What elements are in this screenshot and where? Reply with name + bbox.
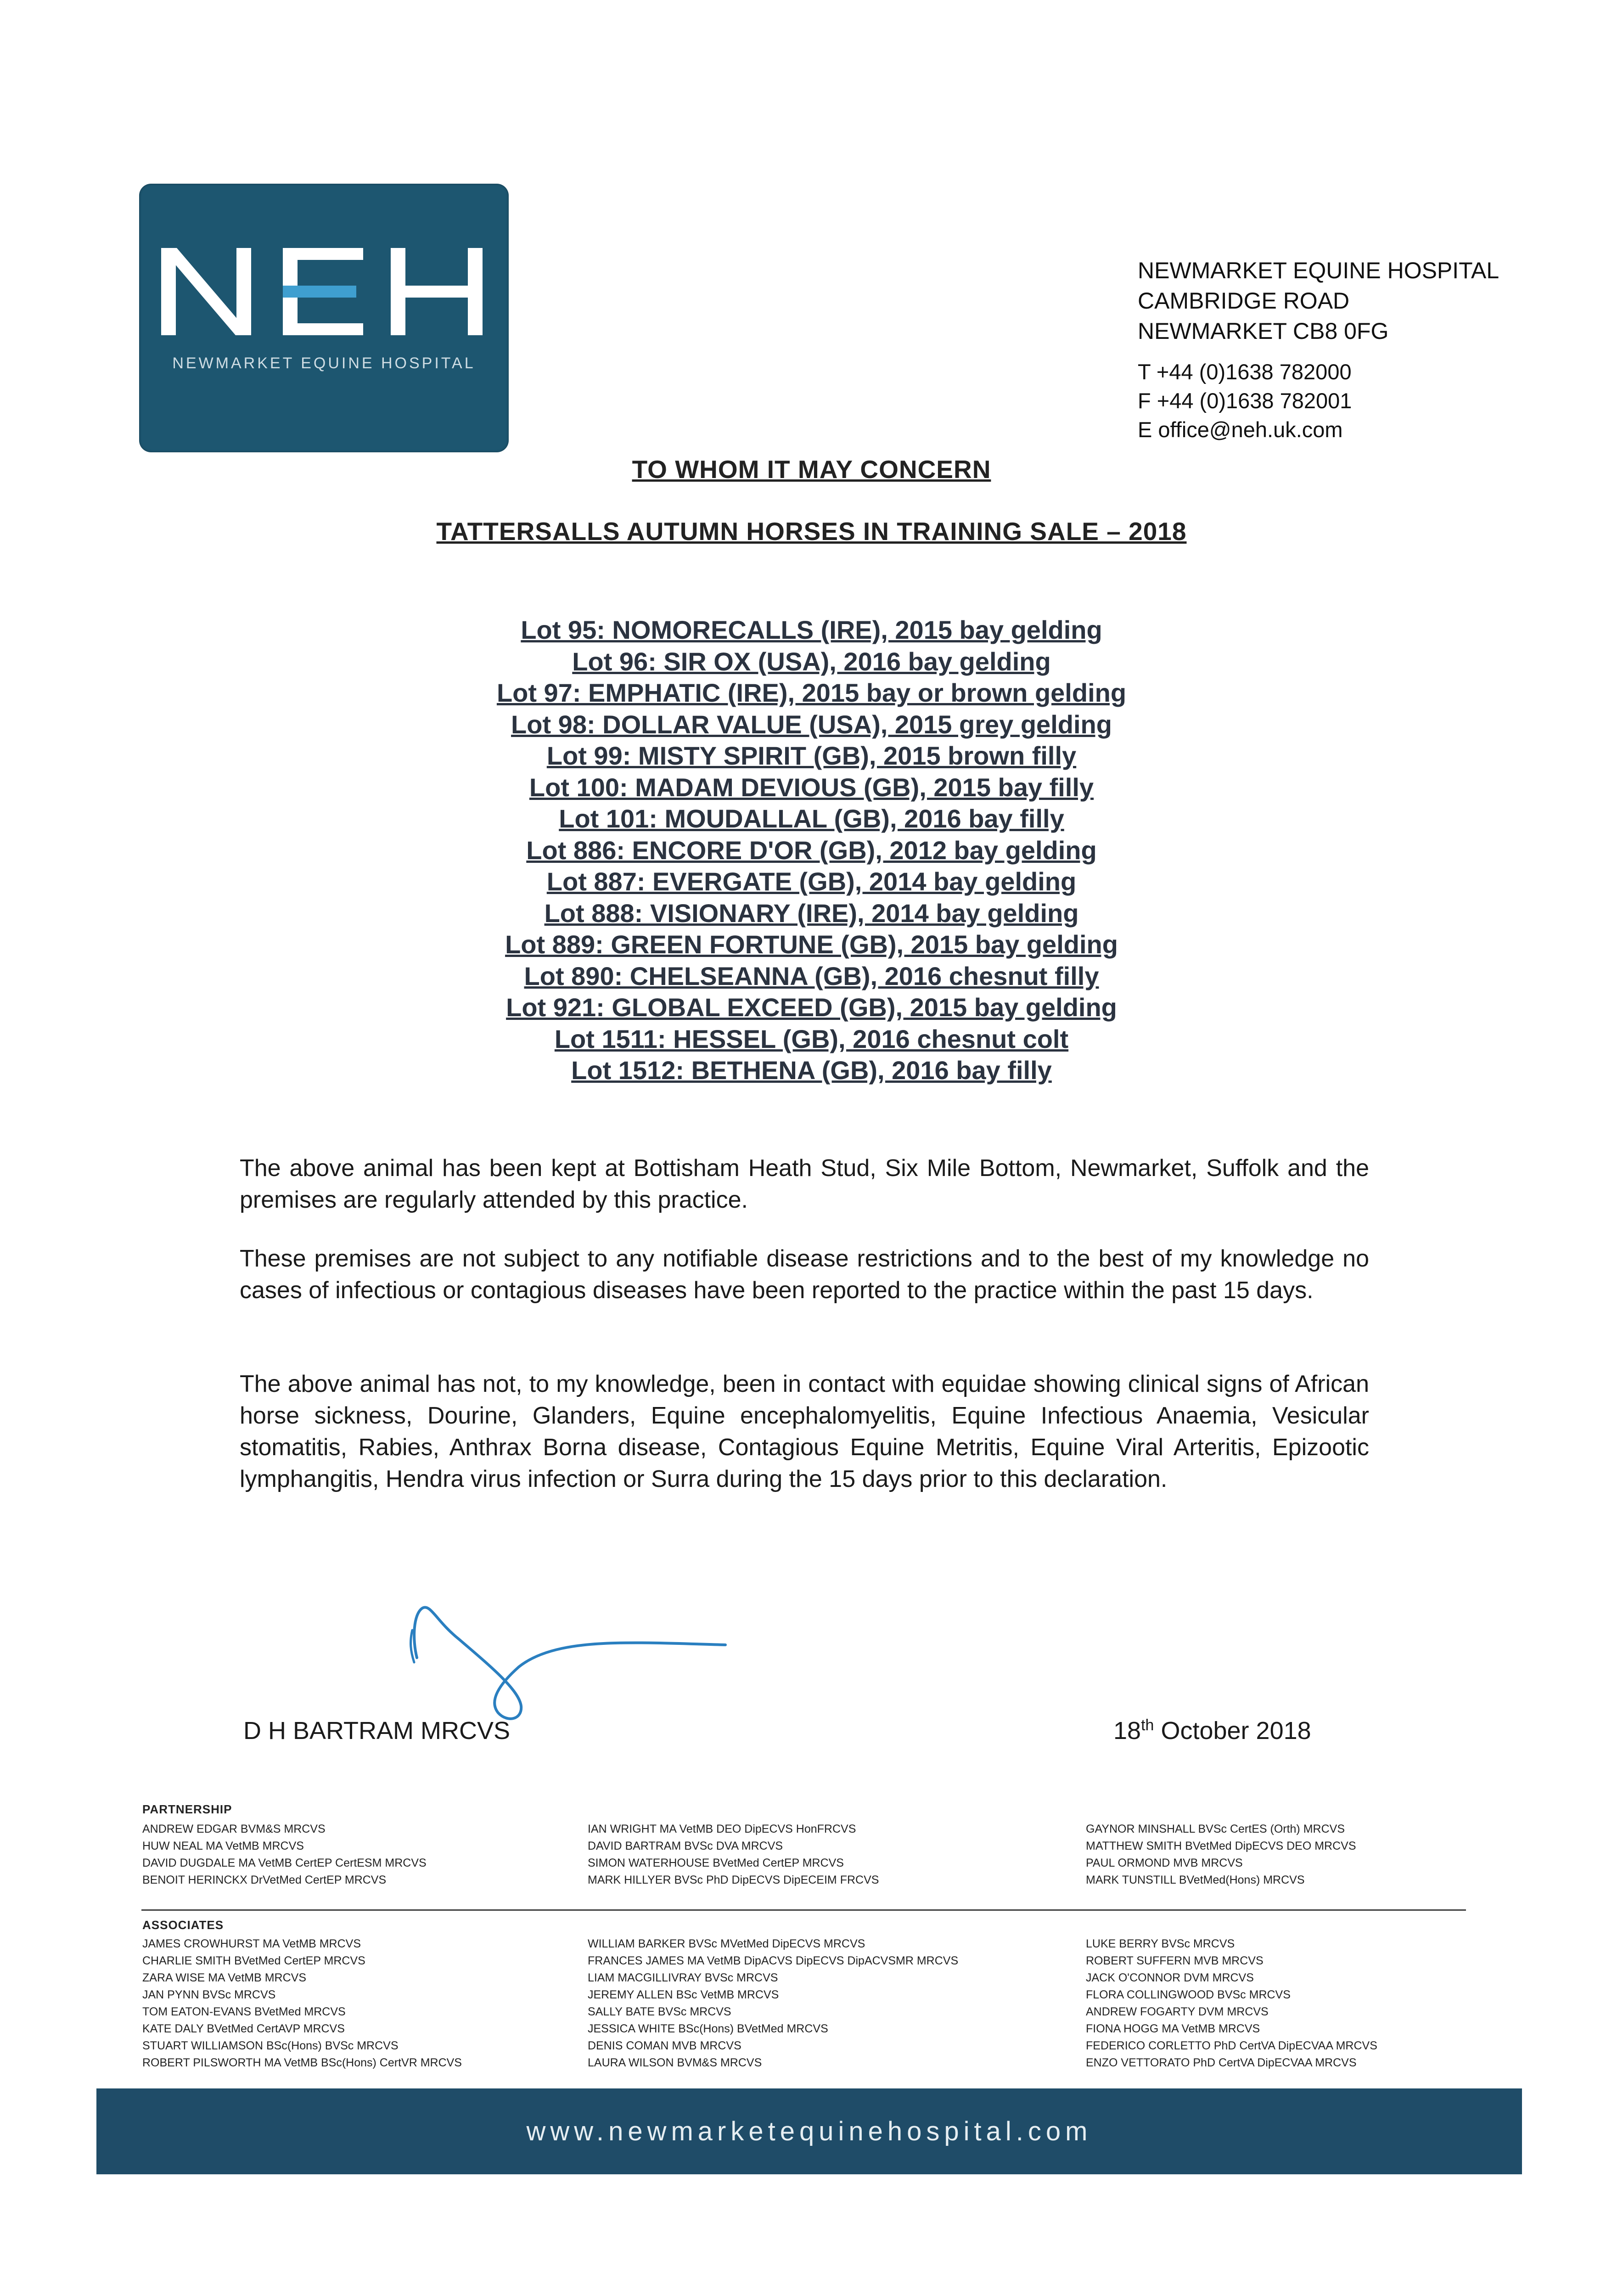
paragraph-diseases: The above animal has not, to my knowledge, been in contact with equidae showing clinical signs of African horse sickness, Dourine, Glanders, Equine encephalomyelitis, Equine Infectious Anaemia, Vesicular stomatitis, Rabies, Anthrax Borna disease, Contagious Equine Metritis, Equine Viral Arteritis, Epizootic lymphangitis, Hendra virus infection or Surra during the 15 days prior to this declaration.	[240, 1371, 1369, 1492]
staff-entry: DENIS COMAN MVB MRCVS	[588, 2039, 741, 2052]
staff-entry: LIAM MACGILLIVRAY BVSc MRCVS	[588, 1971, 778, 1984]
staff-entry: JEREMY ALLEN BSc VetMB MRCVS	[588, 1988, 779, 2001]
paragraph-restrictions: These premises are not subject to any notifiable disease restrictions and to the best of my knowledge no cases of infectious or contagious diseases have been reported to the practice within the past 15 days.	[240, 1245, 1369, 1304]
lot-item: Lot 887: EVERGATE (GB), 2014 bay gelding	[546, 867, 1077, 896]
staff-entry: MARK TUNSTILL BVetMed(Hons) MRCVS	[1086, 1874, 1305, 1886]
lot-item: Lot 100: MADAM DEVIOUS (GB), 2015 bay filly	[529, 772, 1094, 802]
address-block	[1138, 255, 1499, 346]
staff-entry: ANDREW EDGAR BVM&S MRCVS	[142, 1823, 326, 1835]
partnership-heading: PARTNERSHIP	[142, 1802, 232, 1816]
lot-item: Lot 96: SIR OX (USA), 2016 bay gelding	[572, 647, 1051, 676]
lot-item: Lot 101: MOUDALLAL (GB), 2016 bay filly	[559, 804, 1064, 833]
lot-item: Lot 1511: HESSEL (GB), 2016 chesnut colt	[554, 1024, 1069, 1053]
staff-entry: HUW NEAL MA VetMB MRCVS	[142, 1840, 304, 1852]
staff-entry: FLORA COLLINGWOOD BVSc MRCVS	[1086, 1988, 1291, 2001]
staff-entry: WILLIAM BARKER BVSc MVetMed DipECVS MRCVS	[588, 1937, 865, 1950]
address-town: NEWMARKET CB8 0FG	[1138, 318, 1389, 344]
staff-entry: FIONA HOGG MA VetMB MRCVS	[1086, 2022, 1260, 2035]
neh-logo	[139, 184, 509, 452]
staff-entry: CHARLIE SMITH BVetMed CertEP MRCVS	[142, 1954, 365, 1967]
staff-entry: FRANCES JAMES MA VetMB DipACVS DipECVS DipACVSMR MRCVS	[588, 1954, 959, 1967]
staff-entry: MARK HILLYER BVSc PhD DipECVS DipECEIM FRCVS	[588, 1874, 879, 1886]
partnership-column-2	[588, 1821, 879, 1889]
staff-entry: ROBERT SUFFERN MVB MRCVS	[1086, 1954, 1264, 1967]
lot-item: Lot 99: MISTY SPIRIT (GB), 2015 brown filly	[546, 741, 1077, 770]
staff-entry: SIMON WATERHOUSE BVetMed CertEP MRCVS	[588, 1857, 844, 1869]
staff-entry: BENOIT HERINCKX DrVetMed CertEP MRCVS	[142, 1874, 387, 1886]
lot-item: Lot 97: EMPHATIC (IRE), 2015 bay or brown gelding	[496, 678, 1127, 707]
staff-entry: ANDREW FOGARTY DVM MRCVS	[1086, 2005, 1269, 2018]
sale-heading: TATTERSALLS AUTUMN HORSES IN TRAINING SALE – 2018	[436, 517, 1187, 546]
lot-item: Lot 95: NOMORECALLS (IRE), 2015 bay gelding	[521, 615, 1102, 644]
section-divider	[141, 1909, 1466, 1911]
partnership-column-1	[142, 1821, 427, 1889]
date-suffix: th	[1141, 1716, 1154, 1734]
staff-entry: IAN WRIGHT MA VetMB DEO DipECVS HonFRCVS	[588, 1823, 856, 1835]
staff-entry: MATTHEW SMITH BVetMed DipECVS DEO MRCVS	[1086, 1840, 1356, 1852]
staff-entry: JAN PYNN BVSc MRCVS	[142, 1988, 276, 2001]
lot-item: Lot 890: CHELSEANNA (GB), 2016 chesnut filly	[524, 961, 1099, 990]
email-address: E office@neh.uk.com	[1138, 417, 1343, 442]
lot-item: Lot 886: ENCORE D'OR (GB), 2012 bay gelding	[526, 835, 1097, 865]
staff-entry: TOM EATON-EVANS BVetMed MRCVS	[142, 2005, 346, 2018]
logo-subtitle: NEWMARKET EQUINE HOSPITAL	[172, 355, 476, 372]
address-street: CAMBRIDGE ROAD	[1138, 288, 1350, 314]
associates-column-1	[142, 1936, 462, 2071]
contact-block	[1138, 357, 1352, 444]
staff-entry: ENZO VETTORATO PhD CertVA DipECVAA MRCVS	[1086, 2056, 1357, 2069]
signatory-name: D H BARTRAM MRCVS	[243, 1717, 511, 1745]
staff-entry: SALLY BATE BVSc MRCVS	[588, 2005, 731, 2018]
neh-logo-mark	[161, 248, 487, 335]
staff-entry: LUKE BERRY BVSc MRCVS	[1086, 1937, 1235, 1950]
paragraph-premises: The above animal has been kept at Bottisham Heath Stud, Six Mile Bottom, Newmarket, Suffolk and the premises are regularly attended by this practice.	[240, 1155, 1369, 1213]
fax-number: F +44 (0)1638 782001	[1138, 388, 1352, 413]
associates-column-2	[588, 1936, 958, 2071]
date-day: 18	[1113, 1717, 1141, 1745]
staff-entry: JAMES CROWHURST MA VetMB MRCVS	[142, 1937, 361, 1950]
footer-bar	[96, 2088, 1522, 2174]
staff-entry: FEDERICO CORLETTO PhD CertVA DipECVAA MRCVS	[1086, 2039, 1377, 2052]
lot-item: Lot 921: GLOBAL EXCEED (GB), 2015 bay gelding	[506, 993, 1117, 1022]
handwritten-signature	[404, 1603, 735, 1727]
partnership-column-3	[1086, 1821, 1356, 1889]
staff-entry: DAVID BARTRAM BVSc DVA MRCVS	[588, 1840, 783, 1852]
staff-entry: JESSICA WHITE BSc(Hons) BVetMed MRCVS	[588, 2022, 828, 2035]
phone-number: T +44 (0)1638 782000	[1138, 360, 1352, 384]
website-url: www.newmarketequinehospital.com	[526, 2116, 1092, 2146]
lot-item: Lot 889: GREEN FORTUNE (GB), 2015 bay gelding	[505, 930, 1118, 959]
lot-item: Lot 98: DOLLAR VALUE (USA), 2015 grey gelding	[511, 709, 1112, 739]
associates-heading: ASSOCIATES	[142, 1918, 224, 1932]
staff-entry: STUART WILLIAMSON BSc(Hons) BVSc MRCVS	[142, 2039, 399, 2052]
staff-entry: LAURA WILSON BVM&S MRCVS	[588, 2056, 762, 2069]
hospital-name: NEWMARKET EQUINE HOSPITAL	[1138, 258, 1499, 283]
lot-item: Lot 1512: BETHENA (GB), 2016 bay filly	[571, 1056, 1052, 1085]
staff-entry: JACK O'CONNOR DVM MRCVS	[1086, 1971, 1254, 1984]
lot-list	[0, 614, 1623, 1086]
date-month-year: October 2018	[1161, 1717, 1311, 1745]
staff-entry: ZARA WISE MA VetMB MRCVS	[142, 1971, 307, 1984]
staff-entry: DAVID DUGDALE MA VetMB CertEP CertESM MRCVS	[142, 1857, 427, 1869]
declaration-date	[1113, 1716, 1311, 1745]
salutation-heading: TO WHOM IT MAY CONCERN	[632, 455, 991, 484]
staff-entry: GAYNOR MINSHALL BVSc CertES (Orth) MRCVS	[1086, 1823, 1345, 1835]
staff-entry: PAUL ORMOND MVB MRCVS	[1086, 1857, 1243, 1869]
associates-column-3	[1086, 1936, 1377, 2071]
staff-entry: ROBERT PILSWORTH MA VetMB BSc(Hons) CertVR MRCVS	[142, 2056, 462, 2069]
lot-item: Lot 888: VISIONARY (IRE), 2014 bay gelding	[544, 898, 1079, 928]
staff-entry: KATE DALY BVetMed CertAVP MRCVS	[142, 2022, 345, 2035]
